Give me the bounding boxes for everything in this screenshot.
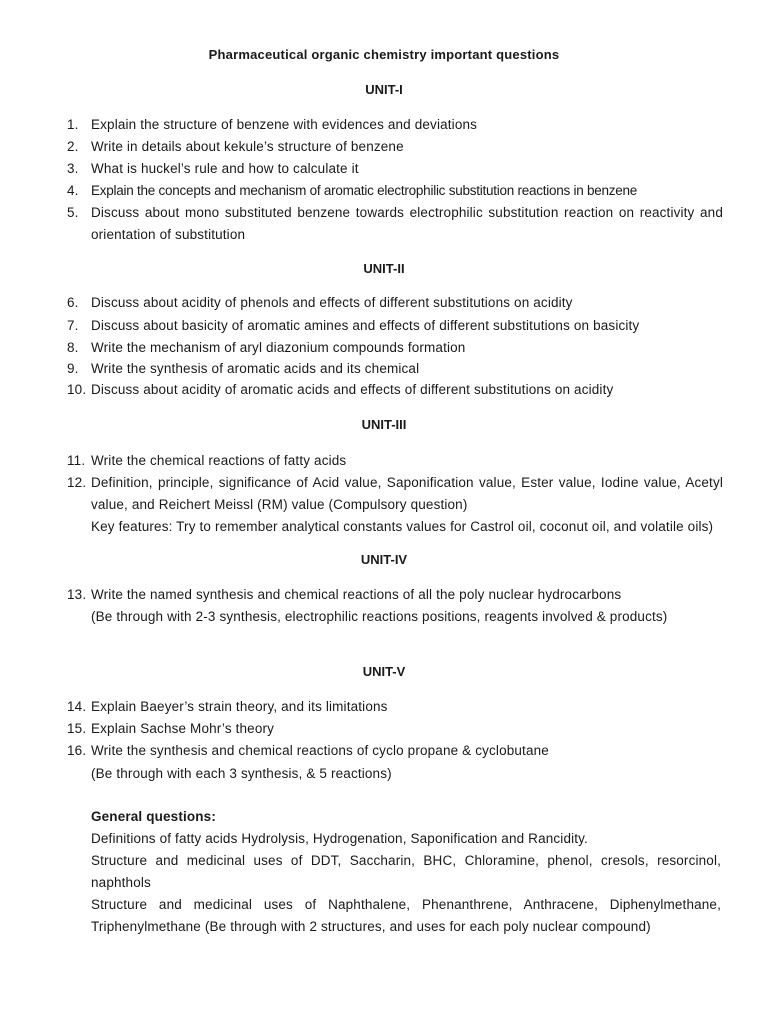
question-number: 11. (67, 453, 86, 468)
question-continuation: Key features: Try to remember analytical constants values for Castrol oil, coconut oil, and volatile oils) (91, 519, 714, 534)
question-number: 12. (67, 475, 87, 490)
question-text: Definition, principle, significance of Acid value, Saponification value, Ester value, Iodine value, Acetyl (91, 475, 723, 490)
general-question-line: Definitions of fatty acids Hydrolysis, Hydrogenation, Saponification and Rancidity. (91, 831, 588, 846)
question-text: Explain Sachse Mohr’s theory (91, 721, 275, 736)
question-text: Write the synthesis and chemical reactions of cyclo propane & cyclobutane (91, 743, 549, 758)
general-question-line: naphthols (91, 875, 151, 890)
general-question-line: Structure and medicinal uses of DDT, Saccharin, BHC, Chloramine, phenol, cresols, resorcinol, (91, 853, 721, 868)
question-continuation: (Be through with each 3 synthesis, & 5 reactions) (91, 766, 392, 781)
question-text: Write the named synthesis and chemical reactions of all the poly nuclear hydrocarbons (91, 587, 622, 602)
general-questions-heading: General questions: (91, 809, 216, 824)
question-text: Explain the concepts and mechanism of aromatic electrophilic substitution reactions in benzene (91, 183, 638, 198)
unit-heading: UNIT-IV (360, 552, 408, 567)
question-number: 8. (67, 340, 79, 355)
question-number: 4. (67, 183, 79, 198)
question-text: What is huckel’s rule and how to calculate it (91, 161, 359, 176)
question-text: Write the mechanism of aryl diazonium compounds formation (91, 340, 466, 355)
question-number: 1. (67, 117, 79, 132)
question-number: 9. (67, 361, 79, 376)
question-number: 2. (67, 139, 79, 154)
unit-heading: UNIT-III (361, 417, 407, 432)
question-number: 3. (67, 161, 79, 176)
question-text: Discuss about basicity of aromatic amines and effects of different substitutions on basicity (91, 318, 640, 333)
question-number: 6. (67, 295, 79, 310)
general-question-line: Triphenylmethane (Be through with 2 structures, and uses for each poly nuclear compound) (91, 919, 651, 934)
question-number: 10. (67, 382, 87, 397)
question-text: Write in details about kekule’s structure of benzene (91, 139, 404, 154)
question-text: Write the synthesis of aromatic acids and its chemical (91, 361, 420, 376)
question-text: Write the chemical reactions of fatty acids (91, 453, 347, 468)
unit-heading: UNIT-V (362, 664, 406, 679)
question-text: Explain the structure of benzene with evidences and deviations (91, 117, 478, 132)
document-title: Pharmaceutical organic chemistry important questions (208, 47, 560, 62)
question-number: 16. (67, 743, 87, 758)
question-continuation: value, and Reichert Meissl (RM) value (Compulsory question) (91, 497, 468, 512)
unit-heading: UNIT-I (365, 82, 403, 97)
question-number: 13. (67, 587, 87, 602)
question-text: Discuss about acidity of aromatic acids and effects of different substitutions on acidity (91, 382, 614, 397)
question-text: Discuss about acidity of phenols and effects of different substitutions on acidity (91, 295, 573, 310)
question-number: 14. (67, 699, 87, 714)
question-number: 7. (67, 318, 79, 333)
unit-heading: UNIT-II (363, 261, 405, 276)
question-number: 5. (67, 205, 79, 220)
question-text: Explain Baeyer’s strain theory, and its limitations (91, 699, 388, 714)
general-question-line: Structure and medicinal uses of Naphthalene, Phenanthrene, Anthracene, Diphenylmethane, (91, 897, 721, 912)
question-number: 15. (67, 721, 87, 736)
question-text: Discuss about mono substituted benzene towards electrophilic substitution reaction on reactivity and (91, 205, 723, 220)
question-continuation: orientation of substitution (91, 227, 246, 242)
question-continuation: (Be through with 2-3 synthesis, electrophilic reactions positions, reagents involved & products) (91, 609, 668, 624)
